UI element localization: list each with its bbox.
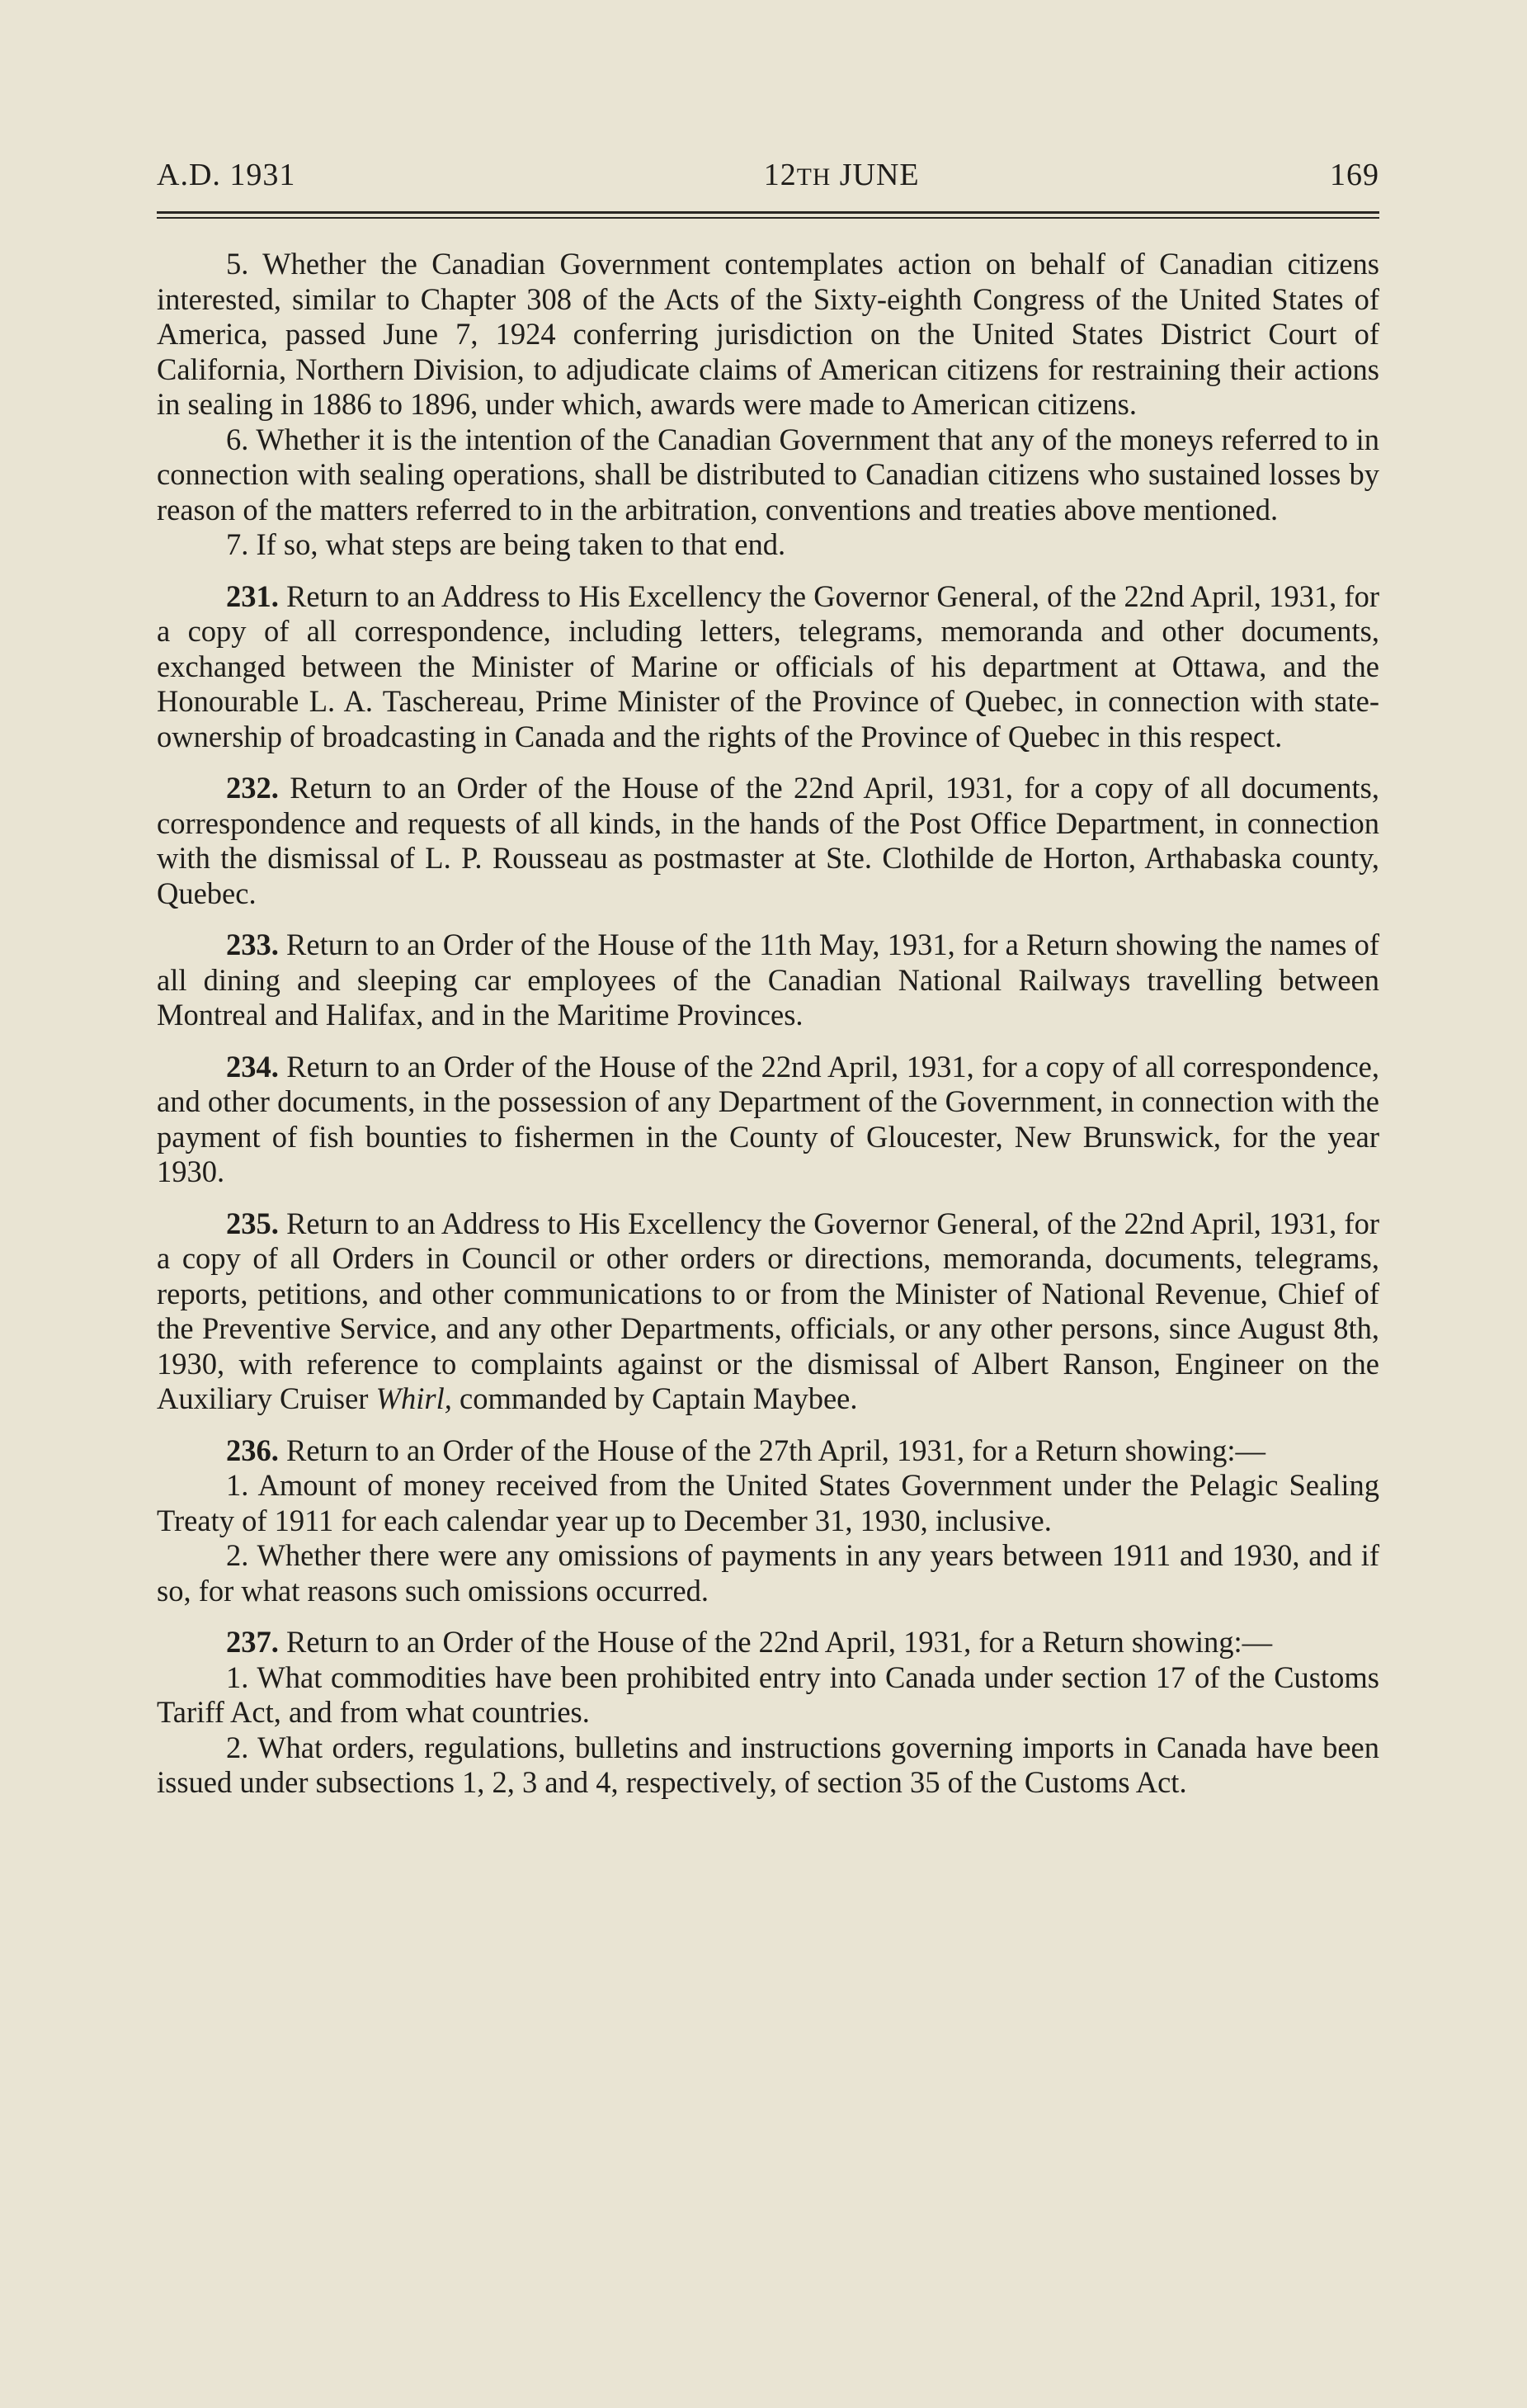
return-item-236: 236. Return to an Order of the House of the 27th April, 1931, for a Return showing:— [226,1433,1266,1467]
question-paragraph: 5. Whether the Canadian Government contemplates action on behalf of Canadian citizens interested, similar to Chapter 308 of the Acts of the Sixty-eighth Congress of the United States of America, passed June 7, 1924 conferring jurisdiction on the United States District Court of California, Northern Division, to adjudicate claims of American citizens for restraining their actions in sealing in 1886 to 1896, under which, awards were made to American citizens. [157,247,1379,421]
vessel-name: Whirl, [375,1381,452,1415]
return-item-235: 235. Return to an Address to His Excellency the Governor General, of the 22nd April, 1931, for a copy of all Orders in Council or other orders or directions, memoranda, documents, telegrams, reports, petitions, and other communications to or from the Minister of National Revenue, Chief of the Preventive Service, and any other Departments, officials, or any other persons, since August 8th, 1930, with reference to complaints against or the dismissal of Albert Ranson, Engineer on the Auxiliary Cruiser Whirl, commanded by Captain Maybee. [157,1206,1379,1415]
journal-page [157,157,1379,1801]
return-item-237: 237. Return to an Order of the House of the 22nd April, 1931, for a Return showing:— [226,1625,1273,1659]
sub-question: 2. What orders, regulations, bulletins and instructions governing imports in Canada have been issued under subsections 1, 2, 3 and 4, respectively, of section 35 of the Customs Act. [157,1730,1379,1799]
sub-question: 1. What commodities have been prohibited entry into Canada under section 17 of the Customs Tariff Act, and from what countries. [157,1660,1379,1729]
running-header [157,157,1379,193]
header-year: A.D. 1931 [157,158,296,192]
return-item-231: 231. Return to an Address to His Excellency the Governor General, of the 22nd April, 1931, for a copy of all correspondence, including letters, telegrams, memoranda and other documents, exchanged between the Minister of Marine or officials of his department at Ottawa, and the Honourable L. A. Taschereau, Prime Minister of the Province of Quebec, in connection with state-ownership of broadcasting in Canada and the rights of the Province of Quebec in this respect. [157,578,1379,753]
sub-question: 2. Whether there were any omissions of payments in any years between 1911 and 1930, and if so, for what reasons such omissions occurred. [157,1538,1379,1608]
sub-question: 1. Amount of money received from the United States Government under the Pelagic Sealing Treaty of 1911 for each calendar year up to December 31, 1930, inclusive. [157,1468,1379,1537]
header-double-rule [157,211,1379,219]
question-paragraph: 6. Whether it is the intention of the Canadian Government that any of the moneys referred to in connection with sealing operations, shall be distributed to Canadian citizens who sustained losses by reason of the matters referred to in the arbitration, conventions and treaties above mentioned. [157,422,1379,526]
page-number: 169 [1330,158,1379,192]
journal-body [157,247,1379,1801]
return-item-232: 232. Return to an Order of the House of the 22nd April, 1931, for a copy of all documents, correspondence and requests of all kinds, in the hands of the Post Office Department, in connection with the dismissal of L. P. Rousseau as postmaster at Ste. Clothilde de Horton, Arthabaska county, Quebec. [157,771,1379,910]
return-item-234: 234. Return to an Order of the House of the 22nd April, 1931, for a copy of all correspondence, and other documents, in the possession of any Department of the Government, in connection with the payment of fish bounties to fishermen in the County of Gloucester, New Brunswick, for the year 1930. [157,1049,1380,1188]
return-item-233: 233. Return to an Order of the House of the 11th May, 1931, for a Return showing the names of all dining and sleeping car employees of the Canadian National Railways travelling between Montreal and Halifax, and in the Maritime Provinces. [157,928,1379,1032]
header-date: 12TH JUNE [763,158,920,192]
question-paragraph: 7. If so, what steps are being taken to that end. [226,527,786,561]
